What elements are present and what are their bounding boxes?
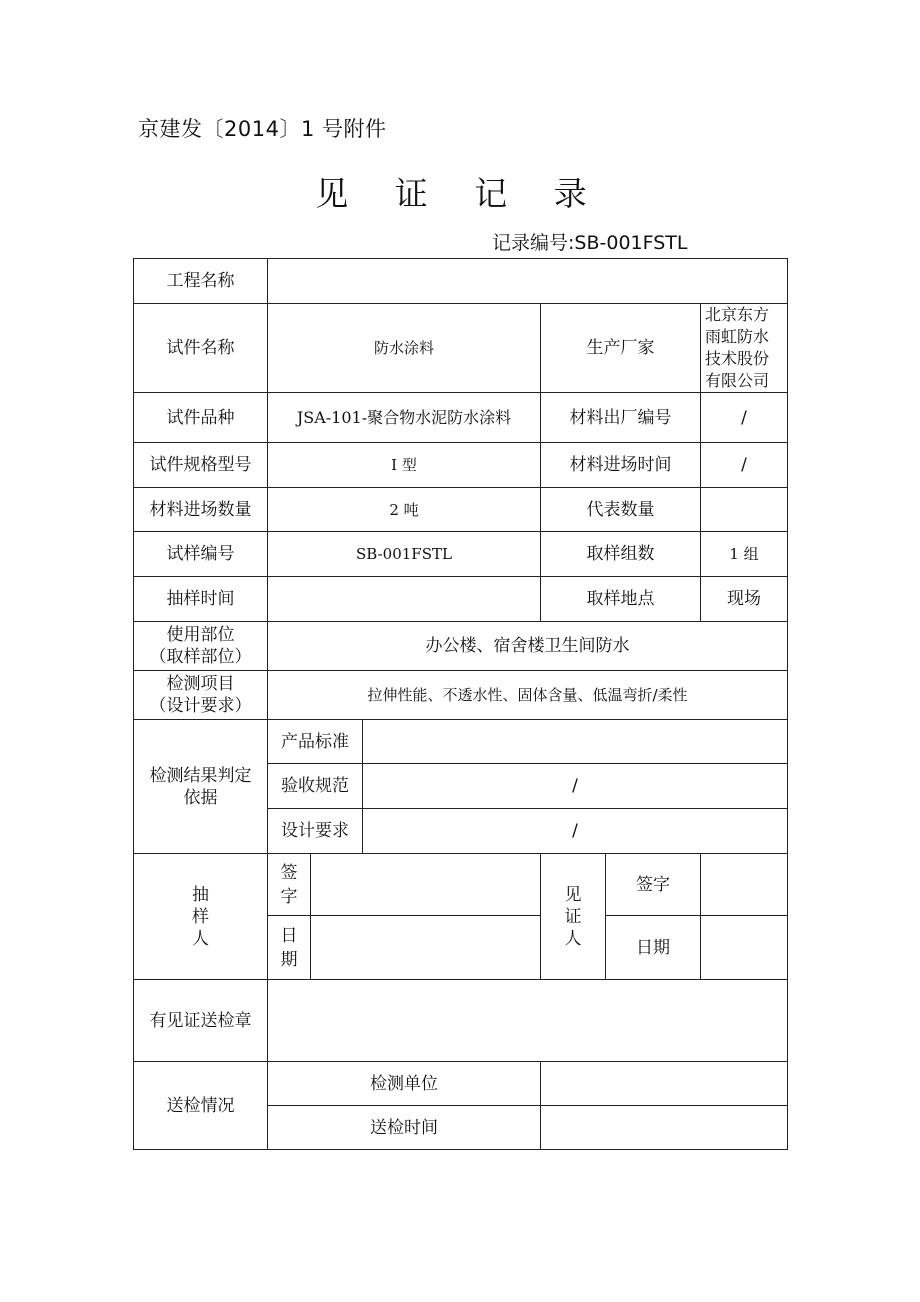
table-row xyxy=(134,720,788,764)
sampler-label-char: 人 xyxy=(192,928,209,949)
table-row xyxy=(134,532,788,577)
group-count-label: 取样组数 xyxy=(541,532,701,577)
test-items-label xyxy=(134,671,268,720)
record-number-value: SB-001FSTL xyxy=(574,232,688,254)
witness-sign-label: 签字 xyxy=(606,854,701,916)
table-row xyxy=(134,980,788,1062)
project-name-label: 工程名称 xyxy=(134,259,268,304)
design-requirement-field[interactable]: / xyxy=(363,809,788,854)
table-row xyxy=(134,393,788,443)
usage-label-line-1: 使用部位 xyxy=(166,625,235,645)
usage-label xyxy=(134,622,268,671)
sample-number-label: 试样编号 xyxy=(134,532,268,577)
variety-field[interactable]: JSA-101-聚合物水泥防水涂料 xyxy=(268,393,541,443)
entry-quantity-field[interactable]: 2 吨 xyxy=(268,488,541,532)
witness-label-char: 证 xyxy=(564,906,582,927)
usage-label-line-2: （取样部位） xyxy=(149,647,252,667)
product-standard-field[interactable] xyxy=(363,720,788,764)
witness-label-char: 见 xyxy=(564,884,582,905)
sampler-sign-label xyxy=(268,854,311,916)
seal-field[interactable] xyxy=(268,980,788,1062)
sample-name-label: 试件名称 xyxy=(134,304,268,393)
entry-quantity-label: 材料进场数量 xyxy=(134,488,268,532)
judgment-basis-label-line-2: 依据 xyxy=(183,787,218,808)
sampling-place-label: 取样地点 xyxy=(541,577,701,622)
table-row xyxy=(134,488,788,532)
sampler-label xyxy=(134,854,268,980)
sampler-date-label-char: 日 xyxy=(280,925,298,946)
witness-date-label: 日期 xyxy=(606,916,701,980)
witness-label-char: 人 xyxy=(564,928,582,949)
sampler-sign-label-char: 字 xyxy=(280,886,298,907)
sample-number-field[interactable]: SB-001FSTL xyxy=(268,532,541,577)
table-row xyxy=(134,671,788,720)
judgment-basis-label-line-1: 检测结果判定 xyxy=(149,765,252,786)
sampler-label-char: 样 xyxy=(192,906,209,927)
acceptance-spec-field[interactable]: / xyxy=(363,764,788,809)
project-name-field[interactable] xyxy=(268,259,788,304)
factory-number-label: 材料出厂编号 xyxy=(541,393,701,443)
design-requirement-label: 设计要求 xyxy=(268,809,363,854)
witness-label xyxy=(541,854,606,980)
sample-name-field[interactable]: 防水涂料 xyxy=(268,304,541,393)
seal-label: 有见证送检章 xyxy=(134,980,268,1062)
record-number-label: 记录编号: xyxy=(492,232,575,254)
group-count-field[interactable]: 1 组 xyxy=(701,532,788,577)
spec-label: 试件规格型号 xyxy=(134,443,268,488)
sampler-sign-label-char: 签 xyxy=(280,862,298,883)
test-items-label-line-2: （设计要求） xyxy=(149,696,252,716)
sampler-date-label xyxy=(268,916,311,980)
test-items-field[interactable]: 拉伸性能、不透水性、固体含量、低温弯折/柔性 xyxy=(268,671,788,720)
sampler-signature-field[interactable] xyxy=(311,854,541,916)
witness-record-table xyxy=(133,258,788,1150)
representative-quantity-label: 代表数量 xyxy=(541,488,701,532)
sampling-place-field[interactable]: 现场 xyxy=(701,577,788,622)
product-standard-label: 产品标准 xyxy=(268,720,363,764)
representative-quantity-field[interactable] xyxy=(701,488,788,532)
table-row xyxy=(134,622,788,671)
table-row xyxy=(134,443,788,488)
record-number xyxy=(492,228,687,255)
manufacturer-label: 生产厂家 xyxy=(541,304,701,393)
document-title: 见 证 记 录 xyxy=(315,174,605,213)
sampler-label-char: 抽 xyxy=(192,884,209,905)
spec-field[interactable]: I 型 xyxy=(268,443,541,488)
table-row xyxy=(134,304,788,393)
submit-time-label: 送检时间 xyxy=(268,1106,541,1150)
acceptance-spec-label: 验收规范 xyxy=(268,764,363,809)
variety-label: 试件品种 xyxy=(134,393,268,443)
sampler-date-label-char: 期 xyxy=(280,949,298,970)
manufacturer-field[interactable]: 北京东方雨虹防水技术股份有限公司 xyxy=(701,304,788,393)
sampling-time-label: 抽样时间 xyxy=(134,577,268,622)
table-row xyxy=(134,259,788,304)
test-unit-field[interactable] xyxy=(541,1062,788,1106)
sampler-date-field[interactable] xyxy=(311,916,541,980)
table-row xyxy=(134,854,788,916)
judgment-basis-label xyxy=(134,720,268,854)
usage-field[interactable]: 办公楼、宿舍楼卫生间防水 xyxy=(268,622,788,671)
test-items-label-line-1: 检测项目 xyxy=(166,674,235,694)
test-unit-label: 检测单位 xyxy=(268,1062,541,1106)
table-row xyxy=(134,577,788,622)
submission-label: 送检情况 xyxy=(134,1062,268,1150)
entry-time-label: 材料进场时间 xyxy=(541,443,701,488)
document-reference: 京建发〔2014〕1 号附件 xyxy=(138,117,387,141)
witness-signature-field[interactable] xyxy=(701,854,788,916)
witness-date-field[interactable] xyxy=(701,916,788,980)
sampling-time-field[interactable] xyxy=(268,577,541,622)
entry-time-field[interactable]: / xyxy=(701,443,788,488)
table-row xyxy=(134,1062,788,1106)
factory-number-field[interactable]: / xyxy=(701,393,788,443)
submit-time-field[interactable] xyxy=(541,1106,788,1150)
